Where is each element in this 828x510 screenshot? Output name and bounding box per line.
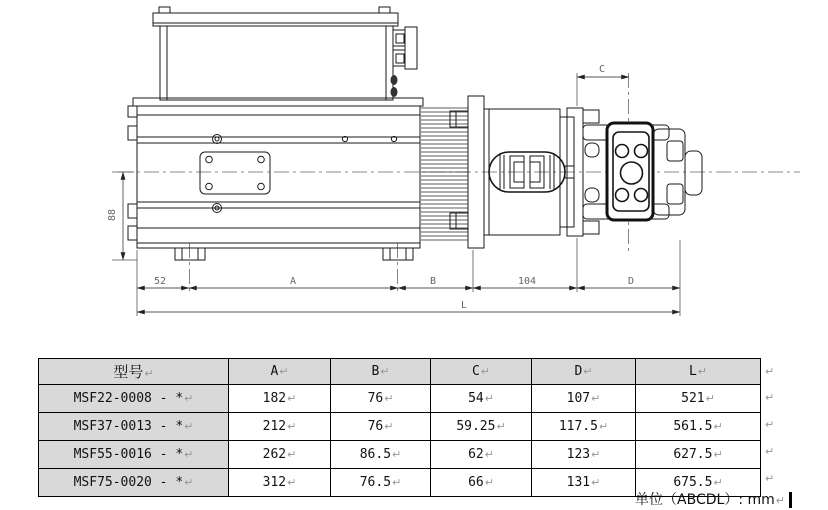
- cell-model: [39, 413, 229, 441]
- pilcrow-mark: ↵: [591, 476, 601, 489]
- cell-model: [39, 385, 229, 413]
- cell-text: 675.5: [673, 475, 713, 490]
- pilcrow-mark: ↵: [713, 476, 723, 489]
- cell-text: 76: [367, 391, 384, 406]
- text-cursor: [789, 492, 792, 508]
- cell-text: 627.5: [673, 447, 713, 462]
- pilcrow-mark: ↵: [713, 420, 723, 433]
- dimensions: [107, 64, 680, 316]
- screw-icon: [213, 135, 397, 213]
- pilcrow-mark: ↵: [184, 448, 194, 461]
- pilcrow-mark: ↵: [184, 476, 194, 489]
- pilcrow-mark: ↵: [184, 392, 194, 405]
- cell-d: [532, 413, 636, 441]
- cell-model: [39, 469, 229, 497]
- table-row: [39, 413, 761, 441]
- pilcrow-mark: ↵: [765, 391, 775, 404]
- pilcrow-mark: ↵: [484, 448, 494, 461]
- cell-text: 212: [262, 419, 287, 434]
- cell-b: [331, 441, 431, 469]
- pilcrow-mark: ↵: [775, 494, 785, 507]
- cell-a: [229, 413, 331, 441]
- cell-text: 54: [468, 391, 484, 406]
- motor-housing: [128, 98, 423, 260]
- dim-label-l: L: [461, 300, 468, 311]
- pilcrow-mark: ↵: [287, 476, 297, 489]
- header-text: D: [574, 364, 583, 379]
- header-model: [39, 359, 229, 385]
- pilcrow-mark: ↵: [765, 472, 775, 485]
- dim-label-c: C: [599, 64, 606, 75]
- pilcrow-mark: ↵: [583, 365, 593, 378]
- cell-text: MSF75-0020 - *: [73, 475, 184, 490]
- dim-label-88: 88: [107, 208, 118, 221]
- cell-text: 76.5: [359, 475, 392, 490]
- dim-label-d: D: [628, 276, 635, 287]
- pilcrow-mark: ↵: [287, 448, 297, 461]
- header-text: B: [371, 364, 380, 379]
- pilcrow-mark: ↵: [697, 365, 708, 378]
- header-b: [331, 359, 431, 385]
- cell-model: [39, 441, 229, 469]
- dim-label-104: 104: [518, 276, 537, 287]
- pilcrow-mark: ↵: [287, 420, 297, 433]
- cell-text: 521: [681, 391, 705, 406]
- cell-b: [331, 385, 431, 413]
- cell-l: [636, 413, 761, 441]
- cell-text: 312: [262, 475, 287, 490]
- pilcrow-mark: ↵: [384, 420, 394, 433]
- cell-text: 262: [262, 447, 287, 462]
- cell-l: [636, 441, 761, 469]
- header-text: C: [471, 364, 480, 379]
- pilcrow-mark: ↵: [598, 420, 609, 433]
- spec-table: [38, 358, 761, 497]
- table-row: [39, 441, 761, 469]
- pilcrow-mark: ↵: [705, 392, 715, 405]
- cell-d: [532, 441, 636, 469]
- pilcrow-mark: ↵: [392, 448, 402, 461]
- cell-text: 76: [367, 419, 384, 434]
- pilcrow-mark: ↵: [279, 365, 289, 378]
- cell-text: 107: [566, 391, 591, 406]
- pilcrow-mark: ↵: [713, 448, 723, 461]
- cell-a: [229, 441, 331, 469]
- pilcrow-mark: ↵: [287, 392, 297, 405]
- pilcrow-mark: ↵: [496, 420, 506, 433]
- header-text: A: [270, 364, 279, 379]
- cooling-fins: [421, 108, 468, 240]
- inspection-cover: [200, 152, 270, 194]
- header-text: L: [688, 364, 697, 379]
- pilcrow-mark: ↵: [765, 364, 775, 378]
- pilcrow-mark: ↵: [765, 445, 775, 458]
- dim-label-a: A: [290, 276, 297, 287]
- cell-text: MSF37-0013 - *: [73, 419, 184, 434]
- cell-c: [431, 413, 532, 441]
- pilcrow-mark: ↵: [484, 392, 494, 405]
- unit-note-text: 单位（ABCDL）: mm: [635, 492, 775, 508]
- pilcrow-mark: ↵: [380, 365, 390, 378]
- header-a: [229, 359, 331, 385]
- cell-l: [636, 385, 761, 413]
- pilcrow-mark: ↵: [384, 392, 394, 405]
- table-row: [39, 385, 761, 413]
- header-c: [431, 359, 532, 385]
- cell-text: 117.5: [558, 419, 598, 434]
- pilcrow-mark: ↵: [484, 476, 494, 489]
- cell-a: [229, 469, 331, 497]
- pilcrow-mark: ↵: [591, 448, 601, 461]
- cell-c: [431, 385, 532, 413]
- pilcrow-mark: ↵: [184, 420, 194, 433]
- unit-note: [400, 489, 792, 509]
- cell-c: [431, 441, 532, 469]
- cell-text: MSF22-0008 - *: [73, 391, 184, 406]
- header-l: [636, 359, 761, 385]
- cell-text: 66: [468, 475, 484, 490]
- pilcrow-mark: ↵: [480, 365, 491, 378]
- cell-text: 62: [468, 447, 484, 462]
- cell-d: [532, 385, 636, 413]
- pilcrow-mark: ↵: [765, 418, 775, 431]
- cell-text: MSF55-0016 - *: [73, 447, 184, 462]
- gear-pump: [607, 123, 702, 220]
- table-header-row: [39, 359, 761, 385]
- pilcrow-mark: ↵: [591, 392, 601, 405]
- dim-label-52: 52: [154, 276, 167, 287]
- connector-block: [391, 27, 418, 97]
- mounting-feet: [175, 248, 413, 260]
- header-text: 型号: [113, 363, 144, 381]
- cell-text: 561.5: [673, 419, 713, 434]
- cell-a: [229, 385, 331, 413]
- cell-b: [331, 413, 431, 441]
- cell-text: 59.25: [456, 419, 496, 434]
- pilcrow-mark: ↵: [392, 476, 402, 489]
- header-d: [532, 359, 636, 385]
- cell-text: 123: [566, 447, 591, 462]
- terminal-box: [153, 7, 417, 100]
- pilcrow-mark: ↵: [144, 367, 154, 380]
- cell-text: 131: [566, 475, 591, 490]
- cell-text: 182: [262, 391, 287, 406]
- dim-label-b: B: [430, 276, 437, 287]
- cell-text: 86.5: [359, 447, 392, 462]
- row-end-marks: [764, 358, 784, 492]
